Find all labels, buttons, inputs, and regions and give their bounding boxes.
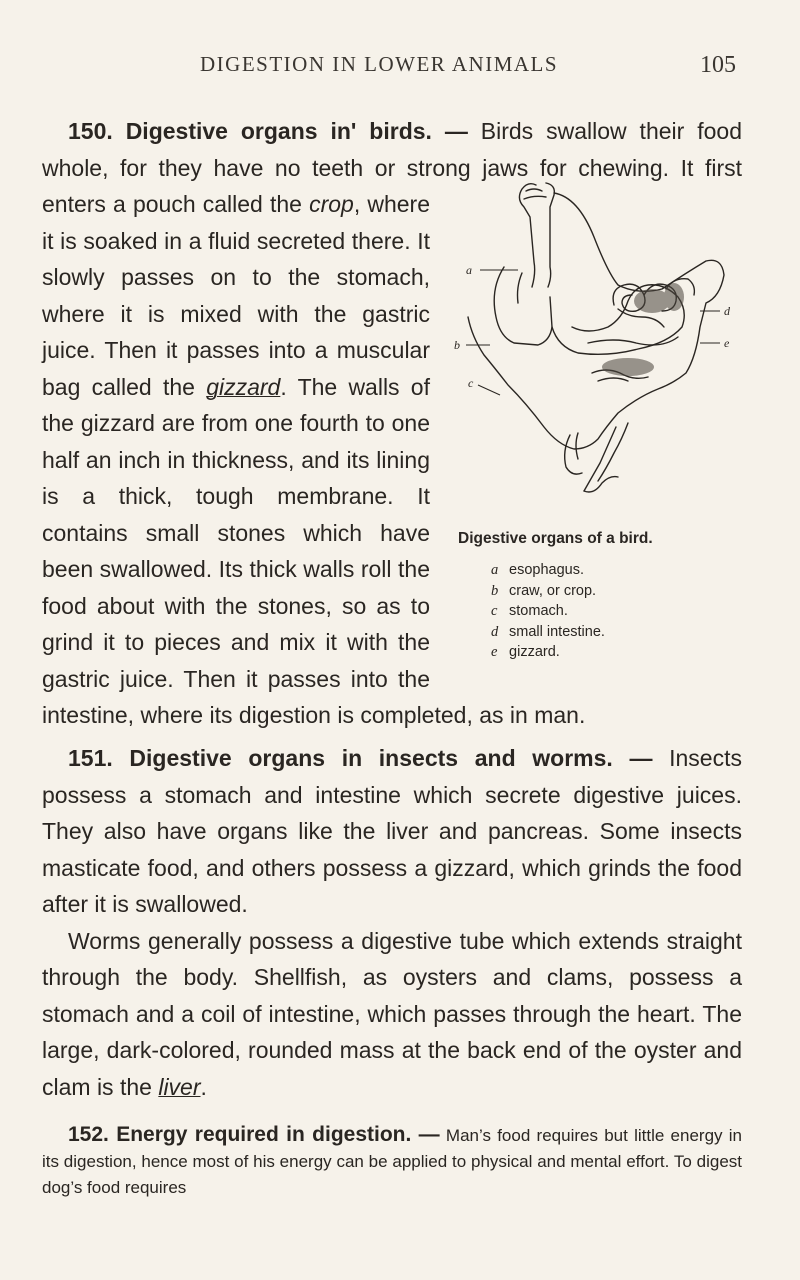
page-header	[0, 52, 800, 82]
legend-item: a esophagus.	[491, 562, 585, 578]
section-151-heading: 151. Digestive organs in insects and worms. —	[68, 745, 653, 771]
running-head: DIGESTION IN LOWER ANIMALS	[200, 52, 559, 76]
section-151	[42, 740, 742, 1105]
figure-label-b: b	[454, 338, 460, 352]
section-152-heading: 152. Energy required in digestion. —	[68, 1123, 440, 1146]
figure-label-d: d	[724, 304, 730, 318]
section-152-paragraph: 152. Energy required in digestion. — Man’s food requires but little energy in its digestion, hence most of his energy can be applied to physical and mental effort. To digest dog’s food requires	[42, 1123, 742, 1197]
legend-item: b craw, or crop.	[491, 582, 597, 599]
legend-item: d small intestine.	[491, 623, 605, 640]
figure-label-e: e	[724, 336, 730, 350]
legend-item: c stomach.	[491, 603, 568, 619]
term-gizzard: gizzard	[206, 373, 281, 400]
legend-item: e gizzard.	[491, 644, 560, 660]
section-150-paragraph: 150. Digestive organs in' birds. — Birds swallow their food whole, for they have no teeth or strong jaws for chewing. It first enters a pouch called the crop, where it is soaked in a fluid secreted there. It slowly passes on to the stomach, where it is mixed with the gastric juice. Then it passes into a muscular bag called the gizzard. The walls of the gizzard are from one fourth to one half an inch in thickness, and its lining is a thick, tough membrane. It contains small stones which have been swallowed. Its thick walls roll the food about with the stones, so as to grind it to pieces and mix it with the gastric juice. Then it passes into the intestine, where its digestion is completed, as in man.	[42, 118, 742, 728]
term-liver: liver	[158, 1073, 201, 1100]
section-150	[42, 113, 742, 734]
term-crop: crop	[309, 191, 354, 217]
figure-label-a: a	[466, 263, 472, 277]
page-number: 105	[700, 52, 736, 78]
section-151-paragraph-1: 151. Digestive organs in insects and worms. — Insects possess a stomach and intestine which secrete digestive juices. They also have organs like the liver and pancreas. Some insects masticate food, and others possess a gizzard, which grinds the food after it is swallowed.	[42, 745, 742, 917]
section-151-paragraph-2: Worms generally possess a digestive tube which extends straight through the body. Shellfish, as oysters and clams, possess a stomach and a coil of intestine, which passes through the heart. The large, dark-colored, rounded mass at the back end of the oyster and clam is the liver.	[42, 927, 742, 1100]
figure-label-c: c	[468, 376, 474, 390]
figure-caption: Digestive organs of a bird.	[458, 530, 653, 547]
section-150-heading: 150. Digestive organs in' birds. —	[68, 118, 468, 144]
section-152	[42, 1122, 742, 1201]
